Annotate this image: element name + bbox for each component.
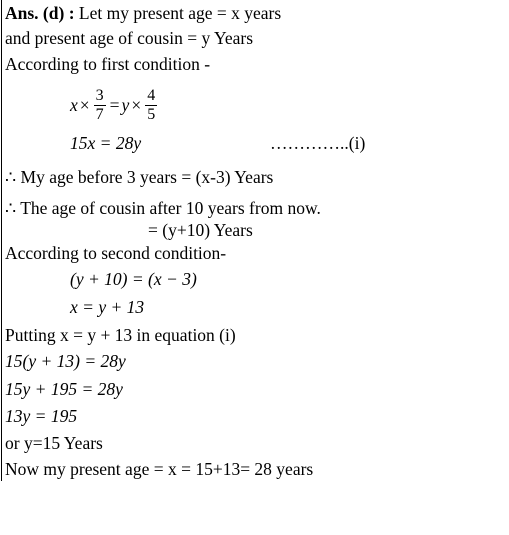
first-condition-heading: According to first condition - [5,54,211,74]
answer-intro-text: Let my present age = x years [74,3,282,23]
equation-one: 15x = 28y [70,133,142,153]
times-sign: × [131,94,142,115]
equals-sign: = [109,94,120,115]
first-condition-equation [70,82,159,128]
equation-one-reference: …………..(i) [270,133,366,153]
fraction-denominator: 5 [147,105,156,123]
solution-step-three: 13y = 195 [5,406,78,426]
fraction-denominator: 7 [95,105,104,123]
cousin-age-definition: and present age of cousin = y Years [5,28,254,48]
solution-step-one: 15(y + 13) = 28y [5,351,126,371]
fraction-numerator: 4 [147,86,156,104]
left-border-line [1,0,2,481]
fraction-numerator: 3 [95,86,104,104]
cousin-age-expression: = (y+10) Years [148,220,253,240]
result-y: or y=15 Years [5,433,103,453]
answer-label: Ans. (d) : [5,3,75,23]
second-condition-heading: According to second condition- [5,243,227,263]
final-answer: Now my present age = x = 15+13= 28 years [5,459,314,479]
fraction-four-fifths [145,87,157,124]
answer-line [5,2,281,24]
fraction-three-sevenths [94,87,106,124]
solution-step-two: 15y + 195 = 28y [5,379,123,399]
age-before-three-years: ∴ My age before 3 years = (x-3) Years [5,167,274,187]
times-sign: × [79,94,90,115]
variable-x: x [70,94,78,115]
equation-three: x = y + 13 [70,297,145,317]
substitution-statement: Putting x = y + 13 in equation (i) [5,325,236,345]
cousin-age-after-ten-years: ∴ The age of cousin after 10 years from now. [5,198,321,218]
equation-two: (y + 10) = (x − 3) [70,269,197,289]
variable-y: y [121,94,130,115]
